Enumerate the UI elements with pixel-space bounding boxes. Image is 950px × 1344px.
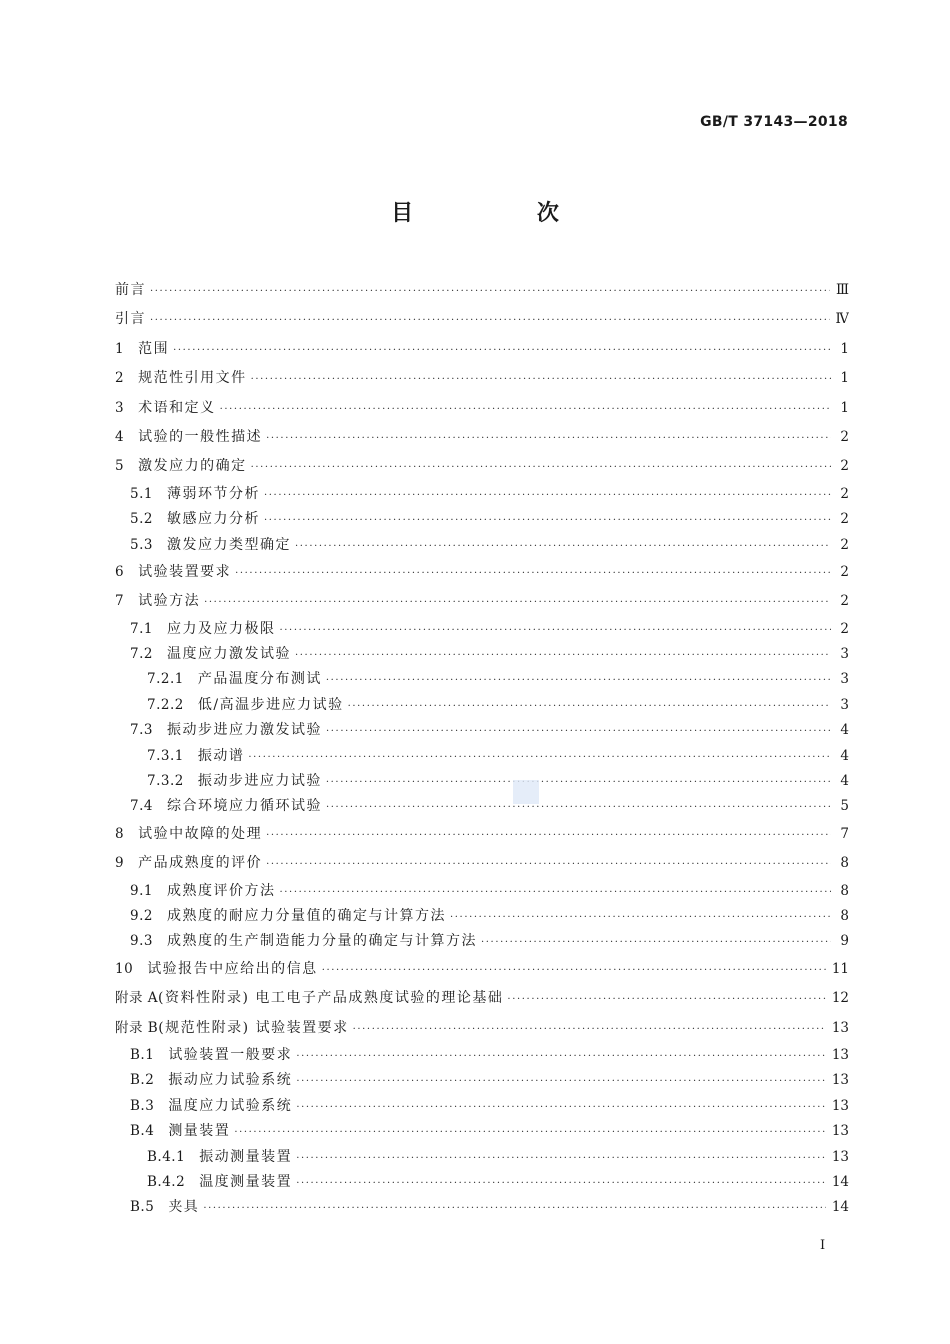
dot-leader [326,719,831,743]
toc-entry-number: 7.2 [130,646,153,663]
toc-entry-label [130,718,322,743]
toc-entry[interactable] [115,1068,849,1093]
toc-entry-page: 14 [831,1199,849,1216]
toc-entry-title: 试验方法 [138,593,201,610]
toc-entry-number: 7.2.1 [147,671,184,688]
toc-entry-page: 8 [840,907,849,924]
toc-entry-number: 附录 A [115,990,159,1007]
toc-entry-label [147,1145,292,1170]
dot-leader [251,453,831,481]
toc-entry[interactable] [115,955,849,984]
toc-entry-page: 2 [840,458,849,475]
page-title: 目 次 [391,200,617,226]
toc-entry-page: 3 [840,671,849,688]
table-of-contents [115,276,849,1221]
toc-entry-title: 低/高温步进应力试验 [197,696,344,713]
toc-entry-number: 附录 B [115,1019,159,1036]
toc-entry-title: 试验报告中应给出的信息 [147,960,318,977]
toc-entry[interactable] [115,335,849,364]
toc-entry-number: 7.2.2 [147,696,184,713]
toc-entry-page: 4 [840,747,849,764]
footer-page-number: I [820,1238,826,1253]
dot-leader [296,1095,826,1119]
toc-entry-label [115,587,200,616]
toc-entry-number: 7 [115,593,125,610]
dot-leader [295,534,831,558]
toc-entry-page: 1 [840,399,849,416]
toc-entry-page: 2 [840,536,849,553]
toc-entry[interactable] [115,394,849,423]
toc-entry-title: 术语和定义 [138,399,216,416]
toc-entry[interactable] [115,558,849,587]
dot-leader [266,821,831,849]
toc-entry-page: 2 [840,563,849,580]
toc-entry-page: 2 [840,428,849,445]
toc-entry[interactable] [115,849,849,878]
toc-entry[interactable] [115,1043,849,1068]
dot-leader [322,956,826,984]
dot-leader [481,930,831,954]
dot-leader [264,483,831,507]
toc-entry-page: 4 [840,722,849,739]
toc-entry[interactable] [115,984,849,1013]
dot-leader [296,1171,826,1195]
toc-entry-page: 13 [831,1148,849,1165]
toc-entry-title: 夹具 [168,1199,200,1216]
toc-entry-label [115,335,169,364]
toc-entry[interactable] [115,587,849,616]
toc-entry-title: 温度应力试验系统 [168,1097,293,1114]
toc-entry-label [130,617,275,642]
dot-leader [150,277,830,305]
toc-entry-number: 9.2 [130,907,153,924]
toc-entry-label [147,693,344,718]
dot-leader [266,850,831,878]
dot-leader [450,905,831,929]
toc-entry-title: 试验中故障的处理 [138,825,263,842]
toc-entry-label [130,1094,292,1119]
toc-entry[interactable] [115,1014,849,1043]
toc-entry-number: 2 [115,370,125,387]
toc-entry-page: 13 [831,1072,849,1089]
toc-entry-number: 1 [115,340,125,357]
toc-entry-title: 引言 [115,311,146,328]
toc-entry-label [115,984,503,1013]
dot-leader [348,694,831,718]
dot-leader [279,618,831,642]
toc-entry-number: 5.1 [130,485,153,502]
toc-entry-number: 5.2 [130,511,153,528]
toc-entry-number: B.4.1 [147,1148,186,1165]
toc-entry[interactable] [115,617,849,642]
toc-entry-title: 振动步进应力激发试验 [166,722,322,739]
toc-entry-title: 成熟度评价方法 [166,882,276,899]
toc-entry-label [115,820,262,849]
toc-entry[interactable] [115,1170,849,1195]
toc-entry-label [130,1119,230,1144]
dot-leader [203,1196,826,1220]
toc-entry[interactable] [115,482,849,507]
toc-entry-title: 应力及应力极限 [166,620,276,637]
dot-leader [295,643,831,667]
dot-leader [326,668,831,692]
dot-leader [173,336,831,364]
toc-entry-number: 7.3.1 [147,747,184,764]
toc-entry-label [115,423,262,452]
toc-entry[interactable] [115,533,849,558]
toc-entry[interactable] [115,929,849,954]
watermark-mark [513,780,539,804]
toc-entry[interactable] [115,452,849,481]
toc-entry-page: 14 [831,1173,849,1190]
toc-entry[interactable] [115,276,849,305]
toc-entry-label [115,276,146,305]
toc-entry-label [115,849,262,878]
toc-entry-number: 5.3 [130,536,153,553]
toc-entry-number: 8 [115,825,125,842]
toc-entry-title: 温度测量装置 [199,1173,293,1190]
toc-entry-label [130,794,322,819]
toc-entry-page: 3 [840,696,849,713]
dot-leader [235,559,831,587]
toc-entry-title: 振动步进应力试验 [197,773,322,790]
dot-leader [279,880,831,904]
toc-entry-title: 温度应力激发试验 [166,646,291,663]
toc-entry-label [147,1170,292,1195]
toc-entry-page: 3 [840,646,849,663]
dot-leader [234,1120,826,1144]
toc-entry-page: 2 [840,511,849,528]
toc-entry-label [115,558,231,587]
toc-entry[interactable] [115,879,849,904]
toc-entry-number: 9.1 [130,882,153,899]
toc-entry[interactable] [115,423,849,452]
toc-entry-number: B.4 [130,1123,155,1140]
toc-entry-number: 7.3.2 [147,773,184,790]
dot-leader [296,1044,826,1068]
toc-entry-page: 8 [840,855,849,872]
toc-entry-number: B.2 [130,1072,155,1089]
toc-entry[interactable] [115,507,849,532]
toc-entry-title: 振动应力试验系统 [168,1072,293,1089]
toc-entry[interactable] [115,744,849,769]
toc-entry[interactable] [115,693,849,718]
toc-entry-label [130,533,291,558]
toc-entry[interactable] [115,1119,849,1144]
toc-entry-number: 9 [115,855,125,872]
dot-leader [220,395,831,423]
dot-leader [204,588,831,616]
toc-entry-title: (规范性附录) 试验装置要求 [158,1019,349,1036]
toc-entry-label [130,642,291,667]
toc-entry-page: Ⅲ [835,282,849,298]
toc-entry-page: 2 [840,620,849,637]
toc-entry-label [130,1195,199,1220]
toc-entry-title: 范围 [138,340,170,357]
toc-entry[interactable] [115,305,849,334]
toc-entry-label [115,452,247,481]
toc-entry-number: 4 [115,428,125,445]
toc-entry-page: 4 [840,773,849,790]
toc-entry[interactable] [115,364,849,393]
toc-entry-number: 3 [115,399,125,416]
toc-entry-number: 6 [115,563,125,580]
toc-entry[interactable] [115,794,849,819]
toc-entry-number: B.3 [130,1097,155,1114]
toc-entry-label [130,482,260,507]
toc-entry-title: (资料性附录) 电工电子产品成熟度试验的理论基础 [158,990,504,1007]
toc-entry-page: 9 [840,933,849,950]
toc-entry-title: 振动测量装置 [199,1148,293,1165]
toc-entry-title: 振动谱 [197,747,245,764]
toc-entry-label [115,364,247,393]
dot-leader [353,1015,826,1043]
toc-entry-number: 10 [115,960,134,977]
toc-entry-page: 1 [840,340,849,357]
toc-entry-number: 7.3 [130,722,153,739]
toc-entry-title: 敏感应力分析 [166,511,260,528]
toc-entry-number: 5 [115,458,125,475]
dot-leader [150,306,830,334]
toc-entry-label [115,394,216,423]
toc-entry-label [115,305,146,334]
toc-entry-page: 13 [831,1097,849,1114]
toc-entry-page: Ⅳ [835,311,849,328]
toc-entry-label [147,744,244,769]
toc-entry-number: 7.1 [130,620,153,637]
toc-entry-page: 7 [840,825,849,842]
toc-entry[interactable] [115,904,849,929]
toc-entry[interactable] [115,718,849,743]
toc-entry-label [130,879,275,904]
toc-entry-title: 测量装置 [168,1123,231,1140]
toc-entry[interactable] [115,667,849,692]
dot-leader [296,1069,826,1093]
toc-entry-title: 产品温度分布测试 [197,671,322,688]
toc-entry[interactable] [115,642,849,667]
toc-entry-page: 12 [831,990,849,1007]
toc-entry-number: B.5 [130,1199,155,1216]
dot-leader [248,745,831,769]
toc-entry-page: 13 [831,1123,849,1140]
toc-entry-page: 2 [840,593,849,610]
toc-entry-label [147,667,322,692]
toc-entry-title: 激发应力类型确定 [166,536,291,553]
toc-entry-label [115,1014,349,1043]
toc-entry-label [130,1043,292,1068]
toc-entry[interactable] [115,1195,849,1220]
toc-entry-page: 5 [840,798,849,815]
toc-entry-page: 13 [831,1019,849,1036]
toc-entry-label [115,955,318,984]
toc-entry[interactable] [115,1145,849,1170]
dot-leader [296,1146,826,1170]
toc-entry-title: 激发应力的确定 [138,458,247,475]
toc-entry-title: 规范性引用文件 [138,370,247,387]
toc-entry-label [130,929,477,954]
dot-leader [251,365,831,393]
toc-entry-title: 成熟度的耐应力分量值的确定与计算方法 [166,907,446,924]
toc-entry-title: 试验的一般性描述 [138,428,263,445]
toc-entry-number: 9.3 [130,933,153,950]
toc-entry-label [130,507,260,532]
toc-entry-label [147,769,322,794]
toc-entry-page: 13 [831,1046,849,1063]
toc-entry-number: B.1 [130,1046,155,1063]
dot-leader [507,985,825,1013]
dot-leader [326,770,831,794]
dot-leader [326,795,831,819]
toc-entry-title: 产品成熟度的评价 [138,855,263,872]
toc-entry[interactable] [115,820,849,849]
standard-number: GB/T 37143—2018 [700,114,848,130]
toc-entry-title: 成熟度的生产制造能力分量的确定与计算方法 [166,933,477,950]
toc-entry-title: 前言 [115,282,146,298]
toc-entry-title: 薄弱环节分析 [166,485,260,502]
toc-entry-number: B.4.2 [147,1173,186,1190]
toc-entry[interactable] [115,1094,849,1119]
dot-leader [264,508,831,532]
dot-leader [266,424,831,452]
toc-entry[interactable] [115,769,849,794]
toc-entry-page: 8 [840,882,849,899]
toc-entry-label [130,1068,292,1093]
toc-entry-title: 试验装置一般要求 [168,1046,293,1063]
toc-entry-page: 2 [840,485,849,502]
toc-entry-label [130,904,446,929]
toc-entry-title: 综合环境应力循环试验 [166,798,322,815]
toc-entry-number: 7.4 [130,798,153,815]
toc-entry-title: 试验装置要求 [138,563,232,580]
toc-entry-page: 1 [840,370,849,387]
toc-entry-page: 11 [831,960,849,977]
